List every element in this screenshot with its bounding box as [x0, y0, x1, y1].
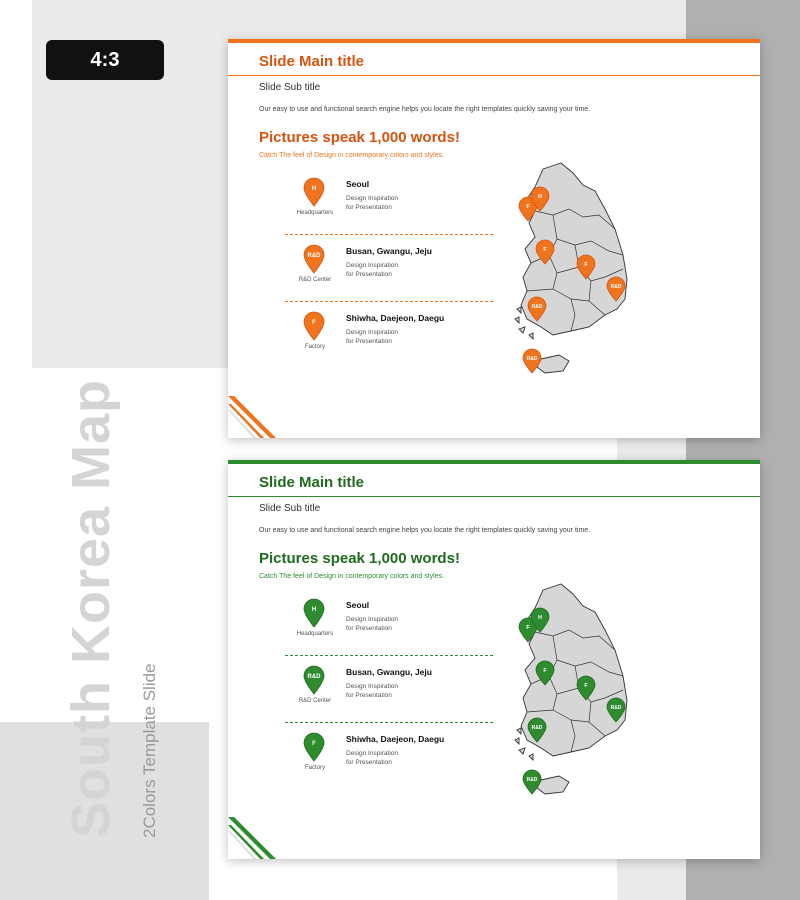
slide-sub-title: Slide Sub title: [259, 82, 321, 93]
title-divider: [228, 75, 760, 76]
corner-stripes: [228, 805, 288, 859]
legend-line-2: for Presentation: [346, 625, 392, 632]
legend-row-rd-center: [285, 244, 493, 306]
legend-line-1: Design Inspiration: [346, 329, 399, 336]
pin-label: F: [543, 668, 547, 674]
legend-separator: [285, 301, 493, 302]
map-pin-icon: [303, 598, 325, 628]
pin-label: R&D: [610, 284, 622, 290]
legend-separator: [285, 722, 493, 723]
legend-line-1: Design Inspiration: [346, 683, 399, 690]
pin-label: H: [311, 607, 317, 613]
slide-tagline: Catch The feel of Design in contemporary colors and styles.: [259, 152, 445, 159]
legend-line-2: for Presentation: [346, 692, 392, 699]
pin-label: R&D: [610, 705, 622, 711]
legend-title: Shiwha, Daejeon, Daegu: [346, 734, 445, 744]
corner-stripes: [228, 384, 288, 438]
pin-label: R&D: [526, 356, 538, 362]
map-pin-icon: [303, 311, 325, 341]
pin-label: H: [311, 186, 317, 192]
legend-separator: [285, 234, 493, 235]
pin-label: F: [526, 204, 530, 210]
legend-line-2: for Presentation: [346, 759, 392, 766]
legend-caption: Headquarters: [296, 631, 334, 637]
south-korea-map: [513, 159, 648, 389]
map-pin-icon: [523, 349, 541, 373]
slide-sub-title: Slide Sub title: [259, 503, 321, 514]
legend-row-headquarters: [285, 598, 493, 660]
legend-separator: [285, 655, 493, 656]
legend-caption: Factory: [304, 344, 325, 350]
legend-caption: Headquarters: [296, 210, 334, 216]
legend-line-2: for Presentation: [346, 338, 392, 345]
legend-title: Busan, Gwangu, Jeju: [346, 246, 432, 256]
slide-green[interactable]: [228, 460, 760, 859]
slide-headline: Pictures speak 1,000 words!: [259, 129, 460, 146]
legend-line-1: Design Inspiration: [346, 262, 399, 269]
legend-line-2: for Presentation: [346, 204, 392, 211]
pin-label: R&D: [531, 304, 543, 310]
pin-label: F: [584, 683, 588, 689]
slide-main-title: Slide Main title: [259, 474, 365, 491]
legend-row-factory: [285, 732, 493, 794]
pin-label: F: [312, 741, 316, 747]
slide-tagline: Catch The feel of Design in contemporary colors and styles.: [259, 573, 445, 580]
pin-label: R&D: [307, 253, 321, 259]
legend-row-headquarters: [285, 177, 493, 239]
slide-description: Our easy to use and functional search engine helps you locate the right templates quickly saving your time.: [259, 106, 591, 113]
legend-caption: Factory: [304, 765, 325, 771]
legend-title: Busan, Gwangu, Jeju: [346, 667, 432, 677]
slide-main-title: Slide Main title: [259, 53, 365, 70]
pin-label: R&D: [526, 777, 538, 783]
legend-title: Seoul: [346, 179, 370, 189]
legend-caption: R&D Center: [298, 277, 332, 283]
pin-label: F: [584, 262, 588, 268]
legend-title: Seoul: [346, 600, 370, 610]
legend-row-factory: [285, 311, 493, 373]
map-pin-icon: [303, 244, 325, 274]
slide-description: Our easy to use and functional search engine helps you locate the right templates quickly saving your time.: [259, 527, 591, 534]
map-pin-icon: [303, 732, 325, 762]
vertical-title-sub: 2Colors Template Slide: [140, 663, 159, 838]
pin-label: H: [538, 194, 542, 200]
pin-label: H: [538, 615, 542, 621]
legend-title: Shiwha, Daejeon, Daegu: [346, 313, 445, 323]
slide-top-bar: [228, 39, 760, 43]
pin-label: F: [526, 625, 530, 631]
legend-caption: R&D Center: [298, 698, 332, 704]
legend-line-1: Design Inspiration: [346, 750, 399, 757]
pin-label: F: [543, 247, 547, 253]
map-pin-icon: [303, 665, 325, 695]
slide-headline: Pictures speak 1,000 words!: [259, 550, 460, 567]
legend-line-1: Design Inspiration: [346, 616, 399, 623]
pin-label: F: [312, 320, 316, 326]
pin-label: R&D: [307, 674, 321, 680]
south-korea-map: [513, 580, 648, 810]
map-pin-icon: [523, 770, 541, 794]
title-divider: [228, 496, 760, 497]
vertical-title-main: South Korea Map: [61, 378, 121, 838]
slide-top-bar: [228, 460, 760, 464]
legend-row-rd-center: [285, 665, 493, 727]
legend-line-1: Design Inspiration: [346, 195, 399, 202]
pin-label: R&D: [531, 725, 543, 731]
aspect-ratio-badge: 4:3: [46, 40, 164, 80]
slide-orange[interactable]: [228, 39, 760, 438]
legend-line-2: for Presentation: [346, 271, 392, 278]
map-pin-icon: [303, 177, 325, 207]
